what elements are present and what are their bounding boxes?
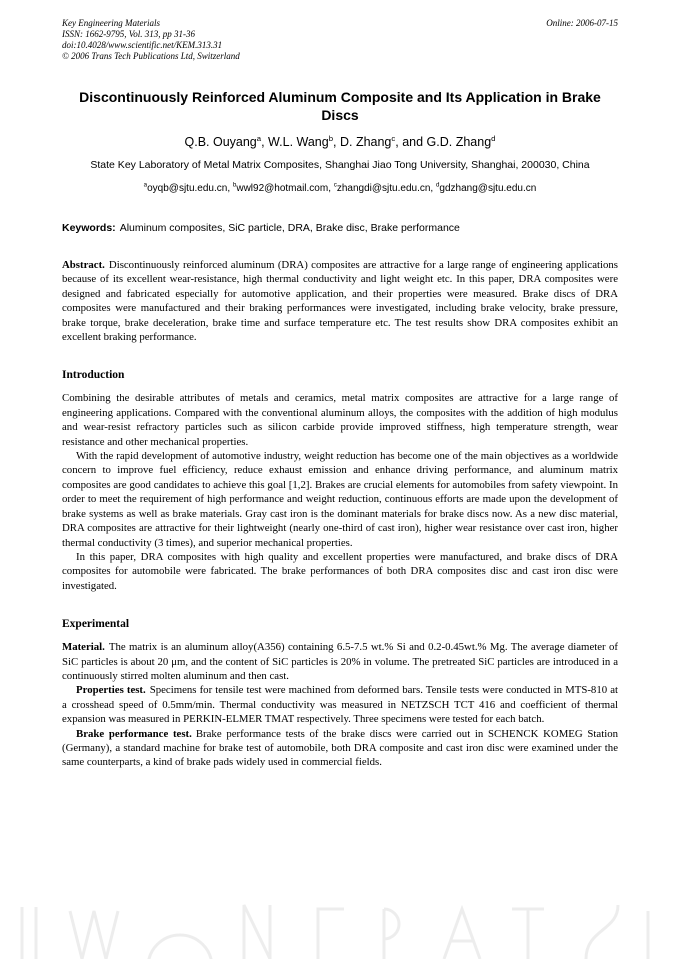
email-address: zhangdi@sjtu.edu.cn	[336, 183, 431, 194]
journal-copyright-line: © 2006 Trans Tech Publications Ltd, Switzerland	[62, 51, 240, 61]
email-affil-mark: a	[143, 181, 148, 189]
author-separator: , and	[395, 135, 427, 149]
email-affil-mark: b	[232, 181, 237, 189]
email-separator: ,	[227, 183, 233, 194]
experimental-material-paragraph	[62, 640, 618, 683]
keywords-line	[62, 221, 618, 235]
section-heading-experimental: Experimental	[62, 618, 130, 631]
author-separator: ,	[333, 135, 340, 149]
abstract-text: Discontinuously reinforced aluminum (DRA) composites are attractive for a large range of engineering applications because of its excellent wear-resistance, high thermal conductivity and light weight etc. In this paper, DRA composites were designed and fabricated especially for automotive application, and their properties were measured. Brake discs of DRA composites were manufactured and their braking performances were investigated, including brake velocity, brake pressure, brake torque, brake deceleration, brake time and surface temperature etc. The test results show DRA composites exhibit an excellent braking performance.	[62, 259, 618, 344]
journal-name: Key Engineering Materials	[62, 18, 160, 28]
material-text: The matrix is an aluminum alloy(A356) containing 6.5-7.5 wt.% Si and 0.2-0.45wt.% Mg. The average diameter of SiC particles is about 20 μm, and the content of SiC particles is 20% in volume. The pretreated SiC particles are introduced in a continuously stirred molten aluminum and then cast.	[62, 641, 618, 682]
experimental-properties-paragraph	[62, 683, 618, 726]
author-name: W.L. Wang	[268, 135, 329, 149]
keywords-label: Keywords:	[62, 222, 116, 234]
introduction-paragraph-1: Combining the desirable attributes of metals and ceramics, metal matrix composites are attractive for a large range of engineering applications. Compared with the conventional aluminum alloys, the composites with the addition of high modulus and wear-resist refractory particles such as silicon carbide provide improved stiffness, high temperature strength, wear resistance and other mechanical properties.	[62, 392, 618, 448]
author-affil-mark: c	[391, 133, 396, 143]
material-label: Material.	[62, 641, 105, 654]
introduction-paragraph-2: With the rapid development of automotive industry, weight reduction has become one of the main objectives as a worldwide concern to improve fuel efficiency, reduce exhaust emission and enhance driving performance, and aluminum matrix composites are good candidates to achieve this goal [1,2]. Brakes are crucial elements for automobiles from safety viewpoint. In order to meet the requirement of high performance and weight reduction, continuous efforts are made upon the development of brake systems as well as brake materials. Gray cast iron is the dominant materials for brake discs now. As a new disc material, DRA composites are attractive for their lightweight (nearly one-third of cast iron), higher wear resistance over cast iron, higher thermal conductivity (3 times), and superior mechanical properties.	[62, 450, 618, 549]
journal-doi-line: doi:10.4028/www.scientific.net/KEM.313.31	[62, 40, 223, 50]
experimental-brake-paragraph	[62, 727, 618, 770]
abstract-label: Abstract.	[62, 259, 105, 271]
brake-test-text: Brake performance tests of the brake discs were carried out in SCHENCK KOMEG Station (Germany), a standard machine for brake test of automobile, both DRA composite and cast iron disc were examined under the same counterparts, a kind of brake pads widely used in commercial fields.	[62, 727, 618, 769]
emails-line	[62, 183, 618, 194]
section-heading-introduction: Introduction	[62, 369, 125, 382]
brake-test-label: Brake performance test.	[76, 727, 192, 740]
email-separator: ,	[328, 183, 334, 194]
email-affil-mark: c	[333, 181, 337, 189]
authors-line	[62, 135, 618, 149]
email-address: oyqb@sjtu.edu.cn	[147, 183, 228, 194]
journal-issn-line: ISSN: 1662-9795, Vol. 313, pp 31-36	[62, 29, 195, 39]
introduction-paragraph-3: In this paper, DRA composites with high quality and excellent properties were manufactured, and brake discs of DRA composites for automobile were fabricated. The brake performances of both DRA composites disc and cast iron disc were investigated.	[62, 550, 618, 592]
email-affil-mark: d	[435, 181, 440, 189]
email-address: wwl92@hotmail.com	[236, 183, 329, 194]
journal-info-block	[62, 18, 240, 62]
author-affil-mark: d	[491, 133, 496, 143]
email-address: gdzhang@sjtu.edu.cn	[439, 183, 537, 194]
online-date: Online: 2006-07-15	[546, 18, 618, 28]
author-name: D. Zhang	[339, 135, 392, 149]
abstract-paragraph	[62, 258, 618, 344]
author-name: Q.B. Ouyang	[184, 135, 257, 149]
author-separator: ,	[261, 135, 269, 149]
journal-header	[62, 18, 618, 62]
author-name: G.D. Zhang	[426, 135, 492, 149]
affiliation-line: State Key Laboratory of Metal Matrix Composites, Shanghai Jiao Tong University, Shanghai, 200030, China	[90, 159, 590, 171]
author-affil-mark: b	[328, 133, 334, 143]
paper-title: Discontinuously Reinforced Aluminum Composite and Its Application in Brake Discs	[79, 89, 601, 123]
email-separator: ,	[430, 183, 436, 194]
keywords-text: Aluminum composites, SiC particle, DRA, Brake disc, Brake performance	[119, 222, 460, 234]
author-affil-mark: a	[256, 133, 262, 143]
properties-test-label: Properties test.	[76, 684, 146, 697]
properties-test-text: Specimens for tensile test were machined from deformed bars. Tensile tests were conducted in MTS-810 at a crosshead speed of 0.5mm/min. Thermal conductivity was measured in NETZSCH TCT 416 and coefficient of thermal expansion was measured in PERKIN-ELMER TMAT respectively. Three specimens were tested for each batch.	[62, 684, 618, 726]
